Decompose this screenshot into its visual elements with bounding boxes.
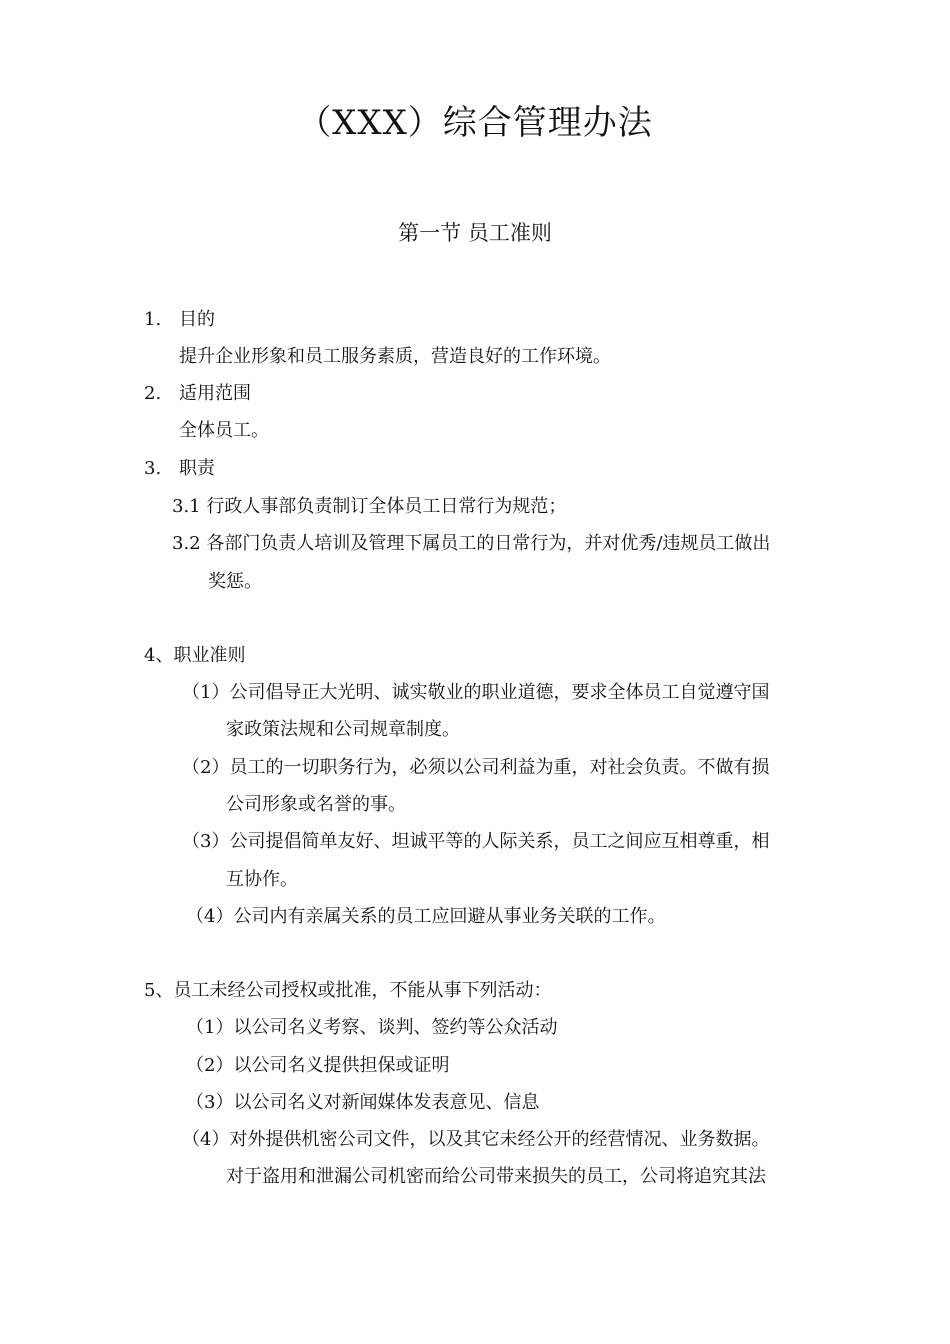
item-3-number: 3. xyxy=(144,458,162,479)
item-5-heading: 5、员工未经公司授权或批准，不能从事下列活动： xyxy=(144,980,552,1001)
item-1-heading: 目的 xyxy=(179,309,215,330)
item-4-para-2-line-1: （2）员工的一切职务行为，必须以公司利益为重，对社会负责。不做有损 xyxy=(182,757,770,778)
item-2-body: 全体员工。 xyxy=(179,420,269,441)
item-1-number: 1. xyxy=(144,309,162,330)
section-title: 第一节 员工准则 xyxy=(398,221,552,245)
item-4-para-3-line-2: 互协作。 xyxy=(226,869,298,890)
item-4-para-1-line-1: （1）公司倡导正大光明、诚实敬业的职业道德，要求全体员工自觉遵守国 xyxy=(182,682,770,703)
item-4-para-3-line-1: （3）公司提倡简单友好、坦诚平等的人际关系，员工之间应互相尊重，相 xyxy=(182,831,770,852)
item-4-para-4: （4）公司内有亲属关系的员工应回避从事业务关联的工作。 xyxy=(186,906,666,927)
item-4-para-2-line-2: 公司形象或名誉的事。 xyxy=(226,794,406,815)
item-3-sub-2-line-2: 奖惩。 xyxy=(208,571,262,592)
item-2-heading: 适用范围 xyxy=(179,383,251,404)
item-5-para-1: （1）以公司名义考察、谈判、签约等公众活动 xyxy=(186,1017,558,1038)
item-3-heading: 职责 xyxy=(179,458,215,479)
item-3-sub-2-line-1: 3.2 各部门负责人培训及管理下属员工的日常行为，并对优秀/违规员工做出 xyxy=(172,533,771,554)
item-5-para-2: （2）以公司名义提供担保或证明 xyxy=(186,1055,450,1076)
item-4-para-1-line-2: 家政策法规和公司规章制度。 xyxy=(226,719,460,740)
item-5-para-3: （3）以公司名义对新闻媒体发表意见、信息 xyxy=(186,1092,540,1113)
item-5-para-4-line-1: （4）对外提供机密公司文件，以及其它未经公开的经营情况、业务数据。 xyxy=(182,1129,770,1150)
item-5-para-4-line-2: 对于盗用和泄漏公司机密而给公司带来损失的员工，公司将追究其法 xyxy=(226,1166,766,1187)
item-2-number: 2. xyxy=(144,383,162,404)
item-3-sub-1: 3.1 行政人事部负责制订全体员工日常行为规范； xyxy=(172,496,567,517)
document-title: （XXX）综合管理办法 xyxy=(297,103,653,143)
item-4-heading: 4、职业准则 xyxy=(144,645,246,666)
item-1-body: 提升企业形象和员工服务素质，营造良好的工作环境。 xyxy=(179,346,611,367)
